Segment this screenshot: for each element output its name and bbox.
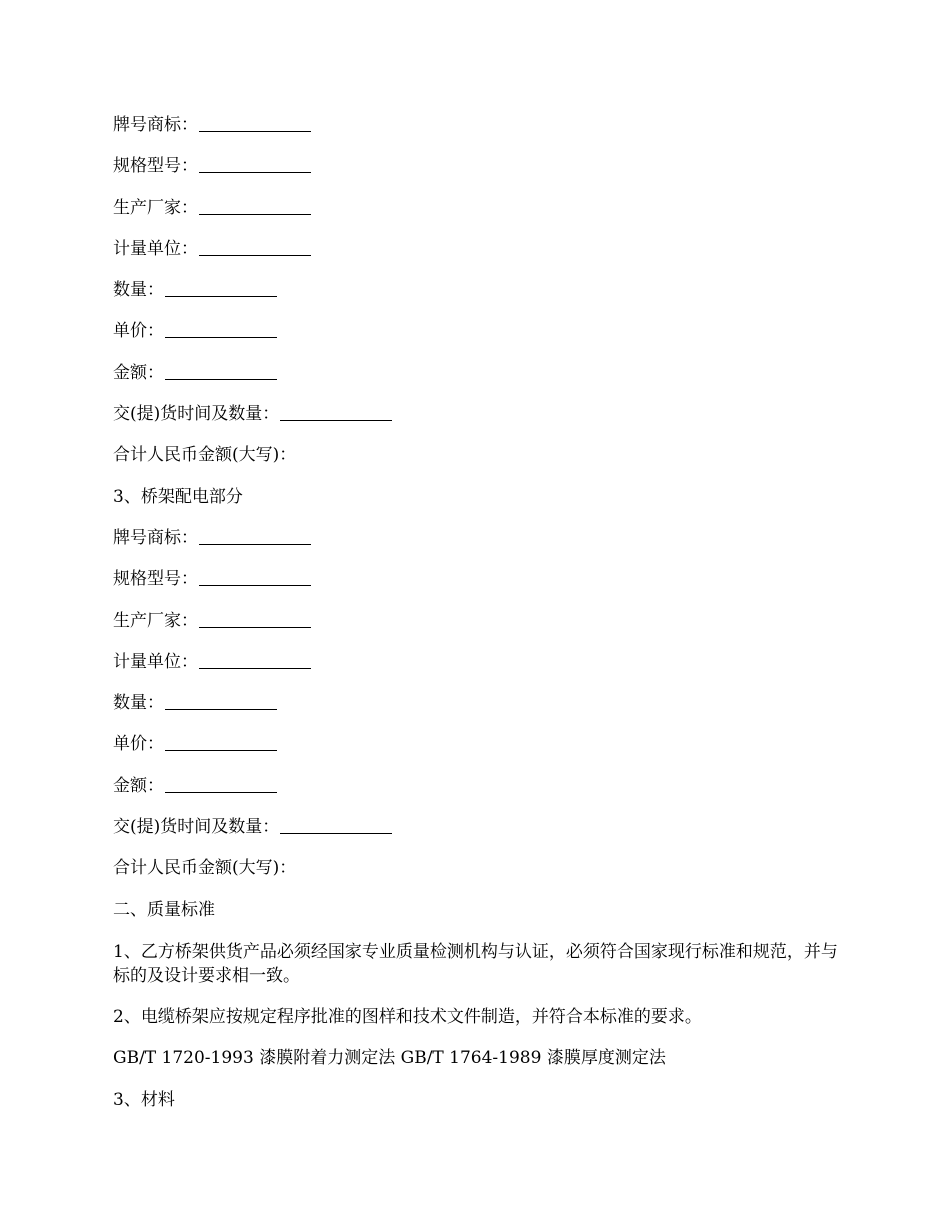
field-label: 交(提)货时间及数量： bbox=[113, 817, 280, 838]
paragraph: 1、乙方桥架供货产品必须经国家专业质量检测机构与认证，必须符合国家现行标准和规范，并与标的及设计要求相一致。 bbox=[113, 941, 838, 986]
section-heading: 3、桥架配电部分 bbox=[113, 486, 243, 507]
field-label: 规格型号： bbox=[113, 569, 198, 590]
field-spec bbox=[113, 147, 838, 188]
field-label: 金额： bbox=[113, 775, 164, 796]
field-label: 计量单位： bbox=[113, 651, 198, 672]
fill-blank[interactable] bbox=[280, 832, 392, 834]
field-amount bbox=[113, 767, 838, 808]
field-spec bbox=[113, 560, 838, 601]
fill-blank[interactable] bbox=[199, 584, 311, 586]
field-label: 生产厂家： bbox=[113, 197, 198, 218]
fill-blank[interactable] bbox=[199, 543, 311, 545]
field-unit bbox=[113, 643, 838, 684]
field-quantity bbox=[113, 684, 838, 725]
field-unit-price bbox=[113, 725, 838, 766]
field-unit bbox=[113, 230, 838, 271]
field-unit-price bbox=[113, 312, 838, 353]
field-label: 生产厂家： bbox=[113, 610, 198, 631]
field-manufacturer bbox=[113, 602, 838, 643]
fill-blank[interactable] bbox=[199, 254, 311, 256]
field-label: 单价： bbox=[113, 734, 164, 755]
total-amount: 合计人民币金额(大写)： bbox=[113, 445, 297, 466]
fill-blank[interactable] bbox=[165, 295, 277, 297]
fill-blank[interactable] bbox=[165, 336, 277, 338]
field-quantity bbox=[113, 271, 838, 312]
fill-blank[interactable] bbox=[280, 419, 392, 421]
fill-blank[interactable] bbox=[165, 378, 277, 380]
fill-blank[interactable] bbox=[199, 171, 311, 173]
fill-blank[interactable] bbox=[165, 749, 277, 751]
paragraph: GB/T 1720-1993 漆膜附着力测定法 GB/T 1764-1989 漆膜厚度测定法 bbox=[113, 1048, 666, 1069]
field-delivery bbox=[113, 395, 838, 436]
field-label: 牌号商标： bbox=[113, 527, 198, 548]
field-label: 数量： bbox=[113, 280, 164, 301]
fill-blank[interactable] bbox=[199, 130, 311, 132]
paragraph: 2、电缆桥架应按规定程序批准的图样和技术文件制造，并符合本标准的要求。 bbox=[113, 1006, 702, 1027]
field-label: 计量单位： bbox=[113, 238, 198, 259]
document-page bbox=[113, 106, 838, 1122]
field-label: 单价： bbox=[113, 321, 164, 342]
field-amount bbox=[113, 354, 838, 395]
section-heading: 二、质量标准 bbox=[113, 899, 215, 920]
total-amount: 合计人民币金额(大写)： bbox=[113, 858, 297, 879]
field-brand bbox=[113, 519, 838, 560]
field-brand bbox=[113, 106, 838, 147]
field-delivery bbox=[113, 808, 838, 849]
field-label: 牌号商标： bbox=[113, 115, 198, 135]
field-manufacturer bbox=[113, 189, 838, 230]
fill-blank[interactable] bbox=[165, 791, 277, 793]
fill-blank[interactable] bbox=[199, 213, 311, 215]
field-label: 数量： bbox=[113, 693, 164, 714]
field-label: 交(提)货时间及数量： bbox=[113, 404, 280, 425]
field-label: 规格型号： bbox=[113, 156, 198, 177]
paragraph: 3、材料 bbox=[113, 1089, 175, 1110]
fill-blank[interactable] bbox=[165, 708, 277, 710]
field-label: 金额： bbox=[113, 362, 164, 383]
fill-blank[interactable] bbox=[199, 626, 311, 628]
fill-blank[interactable] bbox=[199, 667, 311, 669]
